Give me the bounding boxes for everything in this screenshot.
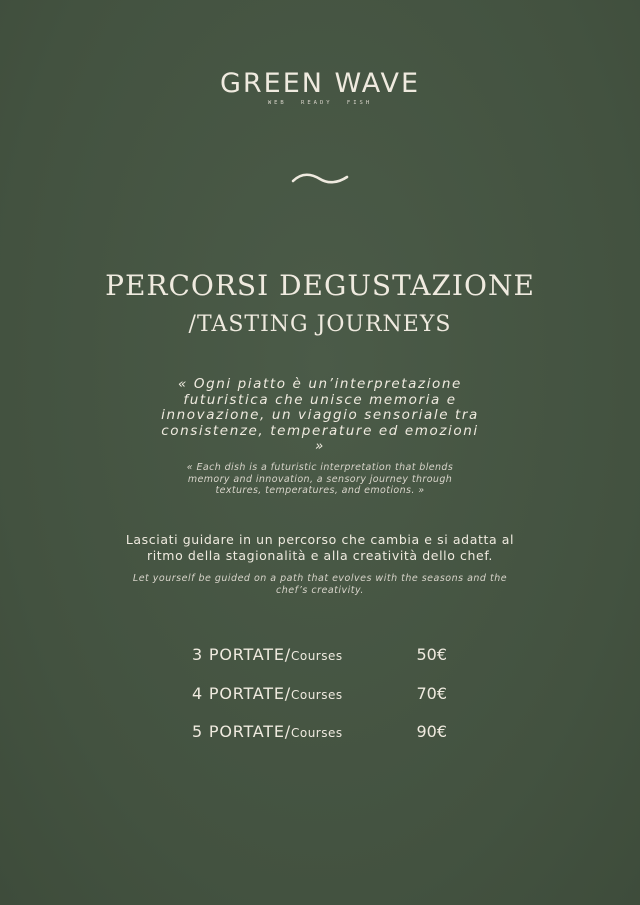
menu-item-label (192, 645, 343, 664)
menu-item-portate: 4 PORTATE/ (192, 683, 291, 703)
logo-name: GREEN WAVE (219, 68, 421, 99)
menu-item-courses: Courses (290, 649, 343, 663)
menu-item (192, 645, 462, 684)
menu-item-price: 50€ (416, 645, 447, 664)
quote-english: « Each dish is a futuristic interpretation that blends memory and innovation, a sensory journey through textures, temperatures, and emotions. » (186, 462, 454, 496)
tasting-menu-list (192, 645, 462, 761)
menu-item (192, 684, 462, 723)
menu-item-portate: 3 PORTATE/ (192, 645, 291, 664)
menu-item-price: 90€ (416, 722, 447, 741)
menu-item-courses: Courses (290, 726, 343, 740)
menu-item-label (192, 722, 343, 741)
menu-item-portate: 5 PORTATE/ (192, 722, 291, 741)
logo-tagline: WEB READY FISH (267, 100, 373, 106)
page-subtitle: /TASTING JOURNEYS (188, 312, 452, 337)
page-title: PERCORSI DEGUSTAZIONE (105, 269, 535, 302)
wave-ornament-icon (290, 168, 350, 188)
menu-item-courses: Courses (290, 687, 343, 702)
menu-item-label (192, 684, 343, 703)
intro-english: Let yourself be guided on a path that evolves with the seasons and the chef’s creativity. (132, 573, 508, 596)
quote-italian: « Ogni piatto è un’interpretazione futuristica che unisce memoria e innovazione, un viaggio sensoriale tra consistenze, temperature ed emozioni » (161, 376, 479, 454)
menu-item (192, 722, 462, 761)
logo (0, 64, 640, 106)
menu-item-price: 70€ (416, 683, 447, 703)
intro-italian: Lasciati guidare in un percorso che cambia e si adatta al ritmo della stagionalità e alla creatività dello chef. (125, 532, 515, 563)
